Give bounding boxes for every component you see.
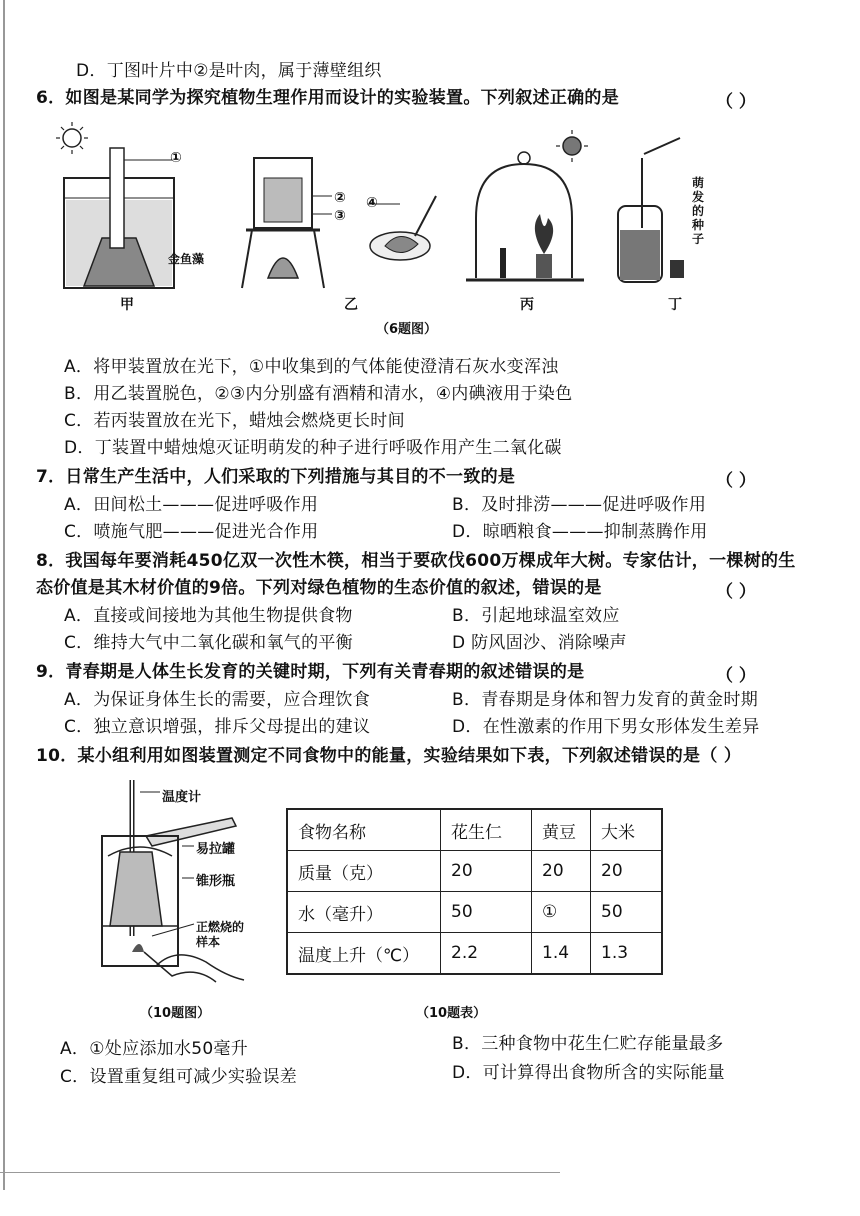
q8-stem-line1: 8．我国每年要消耗450亿双一次性木筷，相当于要砍伐600万棵成年大树。专家估计，一棵树的生 — [36, 551, 796, 571]
q6-option-c: C．若丙装置放在光下，蜡烛会燃烧更长时间 — [64, 411, 405, 431]
q6-label-ding: 丁 — [668, 297, 682, 313]
table-cell: 2.2 — [441, 933, 532, 975]
table-row — [287, 933, 662, 975]
q9-option-d: D．在性激素的作用下男女形体发生差异 — [452, 717, 760, 737]
q10-label-thermometer: 温度计 — [162, 790, 202, 805]
q7-option-c: C．喷施气肥———促进光合作用 — [64, 522, 319, 542]
q10-table-caption: （10题表） — [416, 1006, 487, 1021]
sun-icon-left — [56, 122, 88, 154]
q9-option-b: B．青春期是身体和智力发育的黄金时期 — [452, 690, 759, 710]
q10-label-burning-sample: 正燃烧的样本 — [196, 920, 245, 949]
apparatus-yi — [242, 158, 332, 288]
sun-icon-right — [556, 130, 588, 162]
q6-option-d: D．丁装置中蜡烛熄灭证明萌发的种子进行呼吸作用产生二氧化碳 — [64, 438, 562, 458]
q8-answer-paren: （ ） — [716, 582, 756, 602]
q10-label-pull-tab: 易拉罐 — [196, 842, 236, 857]
table-cell: 温度上升（℃） — [287, 933, 441, 975]
q10-option-c: C．设置重复组可减少实验误差 — [60, 1067, 298, 1087]
table-cell: 50 — [441, 892, 532, 933]
q6-stem: 6．如图是某同学为探究植物生理作用而设计的实验装置。下列叙述正确的是 — [36, 88, 620, 108]
q8-stem-line2: 态价值是其木材价值的9倍。下列对绿色植物的生态价值的叙述，错误的是 — [36, 578, 602, 598]
q9-answer-paren: （ ） — [716, 666, 756, 686]
q9-stem: 9．青春期是人体生长发育的关键时期，下列有关青春期的叙述错误的是 — [36, 662, 585, 682]
q10-option-b: B．三种食物中花生仁贮存能量最多 — [452, 1034, 724, 1054]
q6-label-bing: 丙 — [520, 297, 534, 313]
q7-option-b: B．及时排涝———促进呼吸作用 — [452, 495, 707, 515]
q6-option-b: B．用乙装置脱色，②③内分别盛有酒精和清水，④内碘液用于染色 — [64, 384, 573, 404]
q8-option-d: D 防风固沙、消除噪声 — [452, 633, 627, 653]
table-cell: 1.3 — [591, 933, 663, 975]
q6-option-a: A．将甲装置放在光下，①中收集到的气体能使澄清石灰水变浑浊 — [64, 357, 559, 377]
table-cell: 50 — [591, 892, 663, 933]
q10-label-flask: 锥形瓶 — [196, 874, 236, 889]
q10-stem: 10．某小组利用如图装置测定不同食物中的能量，实验结果如下表，下列叙述错误的是（ ） — [36, 746, 742, 766]
petri-dish-leaf — [368, 196, 436, 260]
apparatus-jia — [64, 148, 174, 288]
q10-figure — [96, 776, 276, 996]
q6-label-circle1: ① — [170, 150, 182, 166]
q6-label-goldfish-weed: 金鱼藻 — [168, 252, 205, 266]
q6-label-sprouting-seeds: 萌发的种子 — [692, 176, 705, 246]
table-cell: 大米 — [591, 809, 663, 851]
q6-label-circle2: ② — [334, 190, 346, 206]
table-cell: 20 — [532, 851, 591, 892]
table-row — [287, 851, 662, 892]
table-cell: 食物名称 — [287, 809, 441, 851]
table-cell: 水（毫升） — [287, 892, 441, 933]
q7-stem: 7．日常生产生活中，人们采取的下列措施与其目的不一致的是 — [36, 467, 516, 487]
q6-label-yi: 乙 — [344, 297, 358, 313]
table-cell: 20 — [591, 851, 663, 892]
q9-option-a: A．为保证身体生长的需要，应合理饮食 — [64, 690, 371, 710]
apparatus-bing — [466, 152, 584, 280]
q7-option-d: D．晾晒粮食———抑制蒸腾作用 — [452, 522, 708, 542]
table-cell: 花生仁 — [441, 809, 532, 851]
page-bottom-line — [0, 1172, 560, 1173]
q5-option-d: D．丁图叶片中②是叶肉，属于薄壁组织 — [76, 61, 382, 81]
table-row — [287, 892, 662, 933]
q6-label-circle4: ④ — [366, 195, 378, 211]
q6-label-circle3: ③ — [334, 208, 346, 224]
q10-option-a: A．①处应添加水50毫升 — [60, 1039, 249, 1059]
q9-option-c: C．独立意识增强，排斥父母提出的建议 — [64, 717, 371, 737]
q7-answer-paren: （ ） — [716, 471, 756, 491]
apparatus-ding — [618, 138, 684, 282]
table-cell: 20 — [441, 851, 532, 892]
table-cell: 1.4 — [532, 933, 591, 975]
q10-option-d: D．可计算得出食物所含的实际能量 — [452, 1063, 725, 1083]
q10-table — [286, 808, 663, 975]
q6-figure-caption: （6题图） — [376, 322, 438, 337]
q6-figure — [40, 118, 760, 318]
q8-option-b: B．引起地球温室效应 — [452, 606, 620, 626]
table-row — [287, 809, 662, 851]
q8-option-a: A．直接或间接地为其他生物提供食物 — [64, 606, 353, 626]
table-cell: 黄豆 — [532, 809, 591, 851]
table-cell: 质量（克） — [287, 851, 441, 892]
table-cell: ① — [532, 892, 591, 933]
q10-figure-caption: （10题图） — [140, 1006, 211, 1021]
q6-answer-paren: （ ） — [716, 92, 756, 112]
page-edge-line — [3, 0, 5, 1190]
q6-label-jia: 甲 — [120, 297, 134, 313]
q7-option-a: A．田间松土———促进呼吸作用 — [64, 495, 319, 515]
q8-option-c: C．维持大气中二氧化碳和氧气的平衡 — [64, 633, 353, 653]
